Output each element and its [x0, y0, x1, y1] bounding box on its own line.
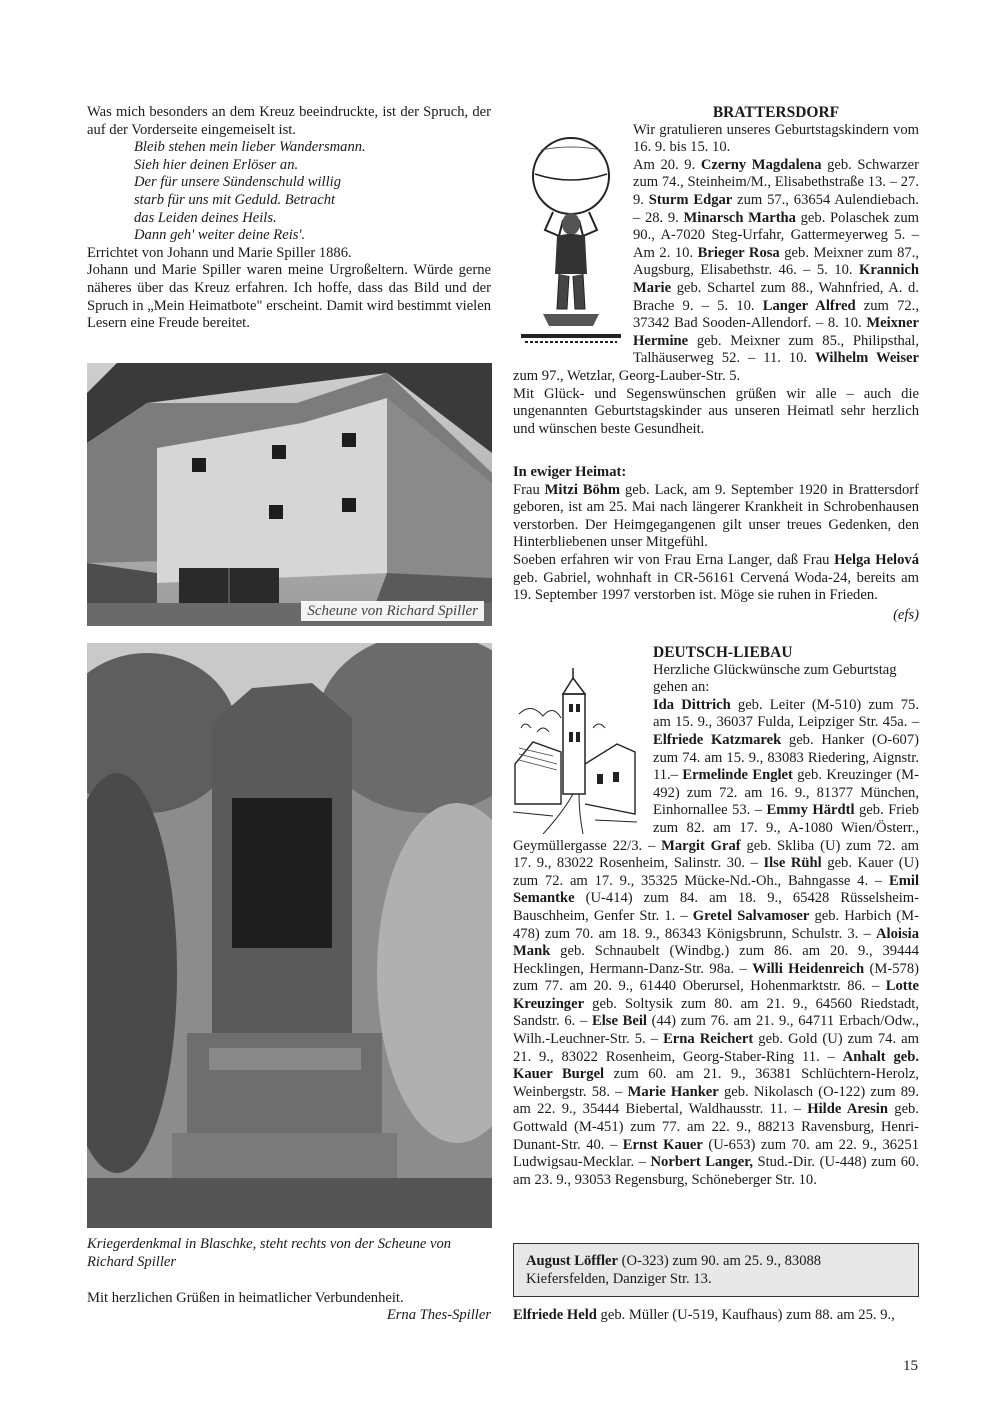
poem-line: das Leiden deines Heils.: [134, 209, 277, 226]
poem-line: Der für unsere Sündenschuld willig: [134, 174, 341, 191]
atlas-figure-illustration: [513, 104, 629, 352]
person-name: Margit Graf: [661, 837, 741, 854]
brattersdorf-intro: Wir gratulieren unseres Geburtstagskindern vom 16. 9. bis 15. 10.: [633, 121, 919, 156]
person-name: Elfriede Held: [513, 1307, 597, 1323]
person-name: Czerny Magdalena: [700, 156, 822, 173]
poem-line: Dann geh' weiter deine Reis'.: [134, 227, 306, 244]
built-note: Errichtet von Johann und Marie Spiller 1886.: [87, 244, 352, 261]
person-name: Marie Hanker: [627, 1083, 719, 1100]
person-name: August Löffler: [526, 1253, 619, 1269]
person-name: Lotte Kreuzinger: [513, 978, 919, 1012]
deutsch-liebau-section: [513, 644, 919, 1189]
person-name: Gretel Salvamoser: [692, 907, 810, 924]
deutsch-liebau-birthdays: Ida Dittrich geb. Leiter (M-510) zum 75. am 15. 9., 36037 Fulda, Leipziger Str. 45a. – Elfriede Katzmarek geb. Hanker (O-607) zum 74. am 15. 9., 83083 Riedering, Aignstr. 11.– Ermelinde Englet geb. Kreuzinger (M-492) zum 72. am 16. 9., 81377 München, Einhornallee 53. – Emmy Härdtl geb. Frieb zum 82. am 17. 9., A-1080 Wien/Österr., Geymüllergasse 22/3. – Margit Graf geb. Skliba (U) zum 72. am 17. 9., 83022 Rosenheim, Salinstr. 30. – Ilse Rühl geb. Kauer (U) zum 72. am 17. 9., 35325 Mücke-Nd.-Oh., Bahngasse 4. – Emil Semantke (U-414) zum 84. am 18. 9., 65428 Rüsselsheim-Bauschheim, Genfer Str. 1. – Gretel Salvamoser geb. Harbich (M-478) zum 70. am 18. 9., 86343 Königsbrunn, Schulstr. 3. – Aloisia Mank geb. Schnaubelt (Windbg.) zum 86. am 20. 9., 39444 Hecklingen, Hermann-Danz-Str. 98a. – Willi Heidenreich (M-578) zum 77. am 20. 9., 61440 Oberursel, Hohenmarktstr. 86. – Lotte Kreuzinger geb. Soltysik zum 80. am 21. 9., 64560 Riedstadt, Sandstr. 6. – Else Beil (44) zum 76. am 21. 9., 64711 Erbach/Odw., Wilh.-Leuchner-Str. 5. – Erna Reichert geb. Gold (U) zum 74. am 21. 9., 83022 Rosenheim, Georg-Staber-Ring 11. – Anhalt geb. Kauer Burgel zum 60. am 21. 9., 36381 Schlüchtern-Herolz, Weinbergstr. 58. – Marie Hanker geb. Nikolasch (O-122) zum 89. am 22. 9., 35444 Biebertal, Waldhausstr. 11. – Hilde Aresin geb. Gottwald (M-451) zum 77. am 22. 9., 88213 Ravensburg, Henri-Dunant-Str. 40. – Ernst Kauer (U-653) zum 70. am 22. 9., 36251 Ludwigsau-Mecklar. – Norbert Langer, Stud.-Dir. (U-448) zum 60. am 23. 9., 93053 Regensburg, Schöneberger Str. 10.: [513, 696, 920, 1188]
poem-line: starb für uns mit Geduld. Betracht: [134, 191, 336, 208]
last-entry: Elfriede Held geb. Müller (U-519, Kaufhaus) zum 88. am 25. 9.,: [513, 1307, 895, 1323]
barn-image: [87, 363, 492, 626]
poem-line: Sieh hier deinen Erlöser an.: [134, 156, 299, 173]
person-name: Else Beil: [591, 1013, 647, 1030]
person-name: Minarsch Martha: [683, 209, 796, 226]
person-name: Wilhelm Weiser: [815, 350, 919, 367]
deutsch-liebau-intro: Herzliche Glückwünsche zum Geburtstag gehen an:: [653, 661, 897, 696]
memorial-image: [87, 643, 492, 1228]
page-number: 15: [903, 1358, 918, 1374]
letter-text: [87, 104, 491, 333]
brattersdorf-section: [513, 104, 919, 438]
person-name: Meixner Hermine: [633, 315, 919, 349]
person-name: Ermelinde Englet: [682, 767, 793, 784]
greeting: Mit herzlichen Grüßen in heimatlicher Verbundenheit.: [87, 1290, 404, 1306]
letter-intro: Was mich besonders an dem Kreuz beeindruckte, ist der Spruch, der auf der Vorderseite eingemeiselt ist.: [87, 104, 491, 138]
obituary-heading: In ewiger Heimat:: [513, 464, 627, 480]
atlas-statue-icon: [513, 104, 629, 352]
author-signature: Erna Thes-Spiller: [386, 1307, 491, 1323]
obituary-section: [513, 464, 919, 605]
deutsch-liebau-heading: DEUTSCH-LIEBAU: [653, 644, 793, 661]
obituary-entry: Soeben erfahren wir von Frau Erna Langer, daß Frau Helga Helová geb. Gabriel, wohnhaft in CR-56161 Cervená Woda-24, bereits am 19. September 1997 verstorben ist. Möge sie ruhen in Frieden.: [513, 551, 919, 604]
person-name: Brieger Rosa: [697, 244, 780, 261]
person-name: Ilse Rühl: [763, 855, 822, 872]
brattersdorf-closing: Mit Glück- und Segenswünschen grüßen wir alle – auch die ungenannten Geburtstagskinder aus unseren Heimatl sehr herzlich und wünschen beste Gesundheit.: [513, 385, 919, 437]
brattersdorf-heading: BRATTERSDORF: [712, 104, 840, 121]
person-name: Sturm Edgar: [648, 191, 733, 208]
letter-outro: Johann und Marie Spiller waren meine Urgroßeltern. Würde gerne näheres über das Kreuz erfahren. Ich hoffe, dass das Bild und der Spruch in „Mein Heimatbote" erscheint. Damit wird bestimmt vielen Lesern eine Freude bereitet.: [87, 262, 491, 332]
memorial-caption: Kriegerdenkmal in Blaschke, steht rechts von der Scheune von Richard Spiller: [87, 1236, 452, 1270]
barn-caption: Scheune von Richard Spiller: [301, 601, 484, 621]
obituary-signature: (efs): [893, 607, 919, 623]
person-name: Mitzi Böhm: [544, 481, 621, 498]
person-name: Langer Alfred: [762, 297, 856, 314]
poem-line: Bleib stehen mein lieber Wandersmann.: [134, 139, 366, 156]
person-name: Norbert Langer,: [650, 1154, 753, 1171]
person-name: Elfriede Katzmarek: [653, 731, 782, 748]
brattersdorf-birthdays: Am 20. 9. Czerny Magdalena geb. Schwarzer zum 74., Steinheim/M., Elisabethstraße 13. – 27. 9. Sturm Edgar zum 57., 63654 Aulendiebach. – 28. 9. Minarsch Martha geb. Polaschek zum 90., A-7020 Steg-Urfahr, Gattermeyerweg 5. – Am 2. 10. Brieger Rosa geb. Meixner zum 87., Augsburg, Elisabethstr. 46. – 5. 10. Krannich Marie geb. Schartel zum 88., Wahnfried, A. d. Brache 9. – 5. 10. Langer Alfred zum 72., 37342 Bad Sooden-Allendorf. – 8. 10. Meixner Hermine geb. Meixner zum 85., Philipsthal, Talhäuserweg 52. – 11. 10. Wilhelm Weiser zum 97., Wetzlar, Georg-Lauber-Str. 5.: [513, 156, 919, 384]
person-name: Ernst Kauer: [622, 1136, 703, 1153]
person-name: Emil Semantke: [513, 872, 919, 907]
church-sketch-icon: [513, 644, 637, 834]
village-illustration: [513, 644, 637, 834]
person-name: Anhalt geb. Kauer Burgel: [513, 1048, 920, 1083]
person-name: Ida Dittrich: [653, 696, 731, 713]
person-name: Aloisia Mank: [513, 925, 919, 960]
person-name: Willi Heidenreich: [752, 960, 865, 977]
memorial-photo: [87, 643, 492, 1228]
person-name: Hilde Aresin: [807, 1101, 888, 1118]
poem: [87, 139, 491, 245]
highlight-box: August Löffler (O-323) zum 90. am 25. 9., 83088 Kiefersfelden, Danziger Str. 13.: [513, 1243, 919, 1297]
obituary-entry: Frau Mitzi Böhm geb. Lack, am 9. September 1920 in Brattersdorf geboren, ist am 25. Mai nach längerer Krankheit in Schrobenhausen verstorben. Der Heimgegangenen gilt unser treues Gedenken, den Hinterbliebenen unser Mitgefühl.: [513, 481, 919, 551]
person-name: Krannich Marie: [633, 262, 919, 296]
person-name: Emmy Härdtl: [766, 802, 855, 819]
barn-photo: [87, 363, 492, 626]
person-name: Helga Helová: [834, 551, 919, 568]
person-name: Erna Reichert: [663, 1031, 754, 1048]
